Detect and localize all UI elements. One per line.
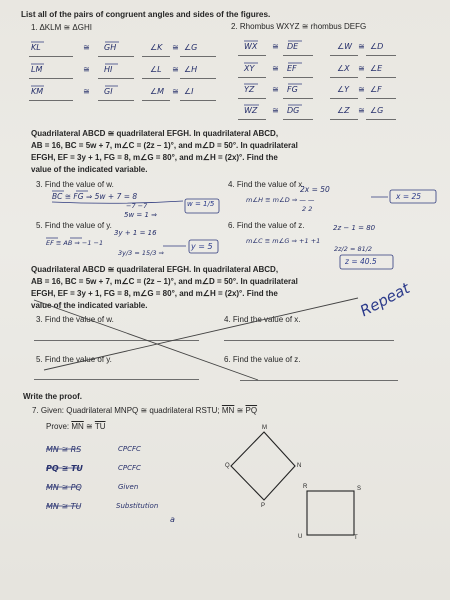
work-w-2: −7 −7: [126, 202, 148, 210]
answer-box-w: [185, 199, 219, 213]
work-x-2: m∠H ≅ m∠D ⇒ — —: [246, 196, 315, 204]
hw2-side-a4: WZ: [244, 106, 258, 115]
s2-line-2: AB = 16, BC = 5w + 7, m∠C = (2z – 1)°, and m∠D = 50°. In quadrilateral: [31, 277, 298, 286]
instructions: List all of the pairs of congruent angles and sides of the figures.: [21, 10, 271, 19]
s2-q4: 4. Find the value of x.: [224, 315, 301, 324]
hw2-cong-3: ≅: [272, 85, 279, 94]
vertex-P: P: [261, 503, 266, 509]
problem-1-label: 1. ΔKLM ≅ ΔGHI: [31, 23, 92, 32]
s2-line-4: value of the indicated variable.: [31, 301, 148, 310]
hw2-side-b3: FG: [287, 85, 298, 94]
proof-reason-3: Given: [118, 483, 139, 491]
hw2-angle-b4: ∠G: [370, 106, 384, 115]
hw1-cong-1: ≅: [83, 43, 90, 52]
work-x-3: 2 2: [302, 205, 313, 213]
proof-reason-1: CPCFC: [118, 445, 141, 453]
hw1-angle-b3: ∠I: [184, 87, 194, 96]
vertex-Q: Q: [225, 463, 230, 469]
work-y-2: EF ≅ AB ⇒ −1 −1: [46, 239, 104, 247]
proof-given: 7. Given: Quadrilateral MNPQ ≅ quadrilateral RSTU; $\overline{MN}$ ≅ $\overline{PQ}$: [32, 406, 258, 415]
stray-mark: a: [170, 515, 175, 524]
vertex-N: N: [297, 463, 302, 469]
hw1-side-b3: GI: [104, 87, 113, 96]
proof-stmt-1: MN ≅ RS: [46, 445, 82, 454]
hw2-angle-b3: ∠F: [370, 85, 382, 94]
work-w-3: 5w = 1 ⇒: [124, 211, 158, 219]
s2-q5: 5. Find the value of y.: [36, 355, 112, 364]
hw2-cong-4b: ≅: [358, 106, 365, 115]
hw2-side-b1: DE: [287, 42, 299, 51]
rhombus-MNPQ: [231, 432, 295, 500]
work-w-1: BC ≅ FG ⇒ 5w + 7 = 8: [52, 192, 138, 201]
answer-box-z: [340, 255, 393, 269]
hw2-angle-b2: ∠E: [370, 64, 383, 73]
hw2-cong-4: ≅: [272, 106, 279, 115]
proof-reason-2: CPCFC: [118, 464, 141, 472]
hw1-angle-a3: ∠M: [150, 87, 165, 96]
hw2-angle-a1: ∠W: [337, 42, 353, 51]
hw2-cong-2b: ≅: [358, 64, 365, 73]
hw2-side-b4: DG: [287, 106, 300, 115]
vertex-R: R: [303, 484, 308, 490]
proof-title: Write the proof.: [23, 392, 82, 401]
work-x-1: 2x = 50: [300, 185, 330, 194]
vertex-M: M: [262, 425, 267, 431]
s1-line-2: AB = 16, BC = 5w + 7, m∠C = (2z – 1)°, and m∠D = 50°. In quadrilateral: [31, 141, 298, 150]
hw2-side-a3: YZ: [244, 85, 255, 94]
hw2-cong-2: ≅: [272, 64, 279, 73]
s2-line-3: EFGH, EF = 3y + 1, FG = 8, m∠G = 80°, and m∠H = (2x)°. Find the: [31, 289, 278, 298]
work-z-1: 2z − 1 = 80: [333, 224, 376, 232]
s1-q4: 4. Find the value of x.: [228, 180, 305, 189]
s1-q3: 3. Find the value of w.: [36, 180, 114, 189]
proof-stmt-4: MN ≅ TU: [46, 502, 82, 511]
hw2-cong-3b: ≅: [358, 85, 365, 94]
answer-y: y = 5: [191, 242, 213, 251]
proof-reason-4: Substitution: [116, 502, 159, 510]
hw1-angle-b1: ∠G: [184, 43, 198, 52]
answer-z: z = 40.5: [345, 257, 377, 266]
hw1-angle-a2: ∠L: [150, 65, 162, 74]
hw2-side-b2: EF: [287, 64, 297, 73]
s1-line-3: EFGH, EF = 3y + 1, FG = 8, m∠G = 80°, and m∠H = (2x)°. Find the: [31, 153, 278, 162]
hw1-cong-3: ≅: [83, 87, 90, 96]
s1-q6: 6. Find the value of z.: [228, 221, 305, 230]
s2-q6: 6. Find the value of z.: [224, 355, 301, 364]
hw1-angle-b2: ∠H: [184, 65, 198, 74]
handwritten-overlines: [46, 191, 88, 506]
hw2-angle-a4: ∠Z: [337, 106, 350, 115]
s2-q3: 3. Find the value of w.: [36, 315, 114, 324]
hw1-cong-1b: ≅: [172, 43, 179, 52]
hw1-cong-3b: ≅: [172, 87, 179, 96]
answer-box-x: [390, 190, 436, 203]
proof-prove: Prove: $\overline{MN}$ ≅ $\overline{TU}$: [46, 422, 106, 431]
hw2-side-a2: XY: [244, 64, 255, 73]
s2-line-1: Quadrilateral ABCD ≅ quadrilateral EFGH. In quadrilateral ABCD,: [31, 265, 279, 274]
answer-box-y: [189, 240, 218, 253]
s1-line-1: Quadrilateral ABCD ≅ quadrilateral EFGH. In quadrilateral ABCD,: [31, 129, 279, 138]
work-z-2: m∠C ≅ m∠G ⇒ +1 +1: [246, 237, 321, 245]
hw1-side-a3: KM: [31, 87, 44, 96]
proof-stmt-3: MN ≅ PQ: [46, 483, 82, 492]
proof-stmt-2: PQ ≅ TU: [46, 464, 83, 473]
hw1-side-a1: KL: [31, 43, 41, 52]
hw2-angle-b1: ∠D: [370, 42, 384, 51]
work-y-1: 3y + 1 = 16: [114, 229, 157, 237]
hw2-angle-a2: ∠X: [337, 64, 350, 73]
hw1-cong-2b: ≅: [172, 65, 179, 74]
vertex-T: T: [354, 535, 358, 541]
hw1-side-a2: LM: [31, 65, 43, 74]
cross-out-line-1: [34, 300, 258, 380]
hw1-side-b1: GH: [104, 43, 117, 52]
vertex-U: U: [298, 534, 303, 540]
problem-2-label: 2. Rhombus WXYZ ≅ rhombus DEFG: [231, 22, 367, 31]
work-z-3: 2z/2 = 81/2: [334, 245, 373, 253]
square-RSTU: [307, 491, 354, 535]
hw2-side-a1: WX: [244, 42, 258, 51]
segment-overline-marks-2: [244, 41, 302, 105]
hw1-cong-2: ≅: [83, 65, 90, 74]
work-y-3: 3y/3 = 15/3 ⇒: [118, 249, 164, 257]
s1-q5: 5. Find the value of y.: [36, 221, 112, 230]
hw2-cong-1b: ≅: [358, 42, 365, 51]
answer-x: x = 25: [396, 192, 422, 201]
vertex-S: S: [357, 486, 362, 492]
repeat-note: Repeat: [357, 279, 413, 321]
hw2-cong-1: ≅: [272, 42, 279, 51]
hw1-side-b2: HI: [104, 65, 113, 74]
s1-line-4: value of the indicated variable.: [31, 165, 148, 174]
segment-overline-marks: [31, 42, 119, 86]
answer-w: w = 1/5: [187, 200, 215, 208]
hw1-angle-a1: ∠K: [150, 43, 163, 52]
work-underline-w: [52, 201, 183, 203]
hw2-angle-a3: ∠Y: [337, 85, 350, 94]
